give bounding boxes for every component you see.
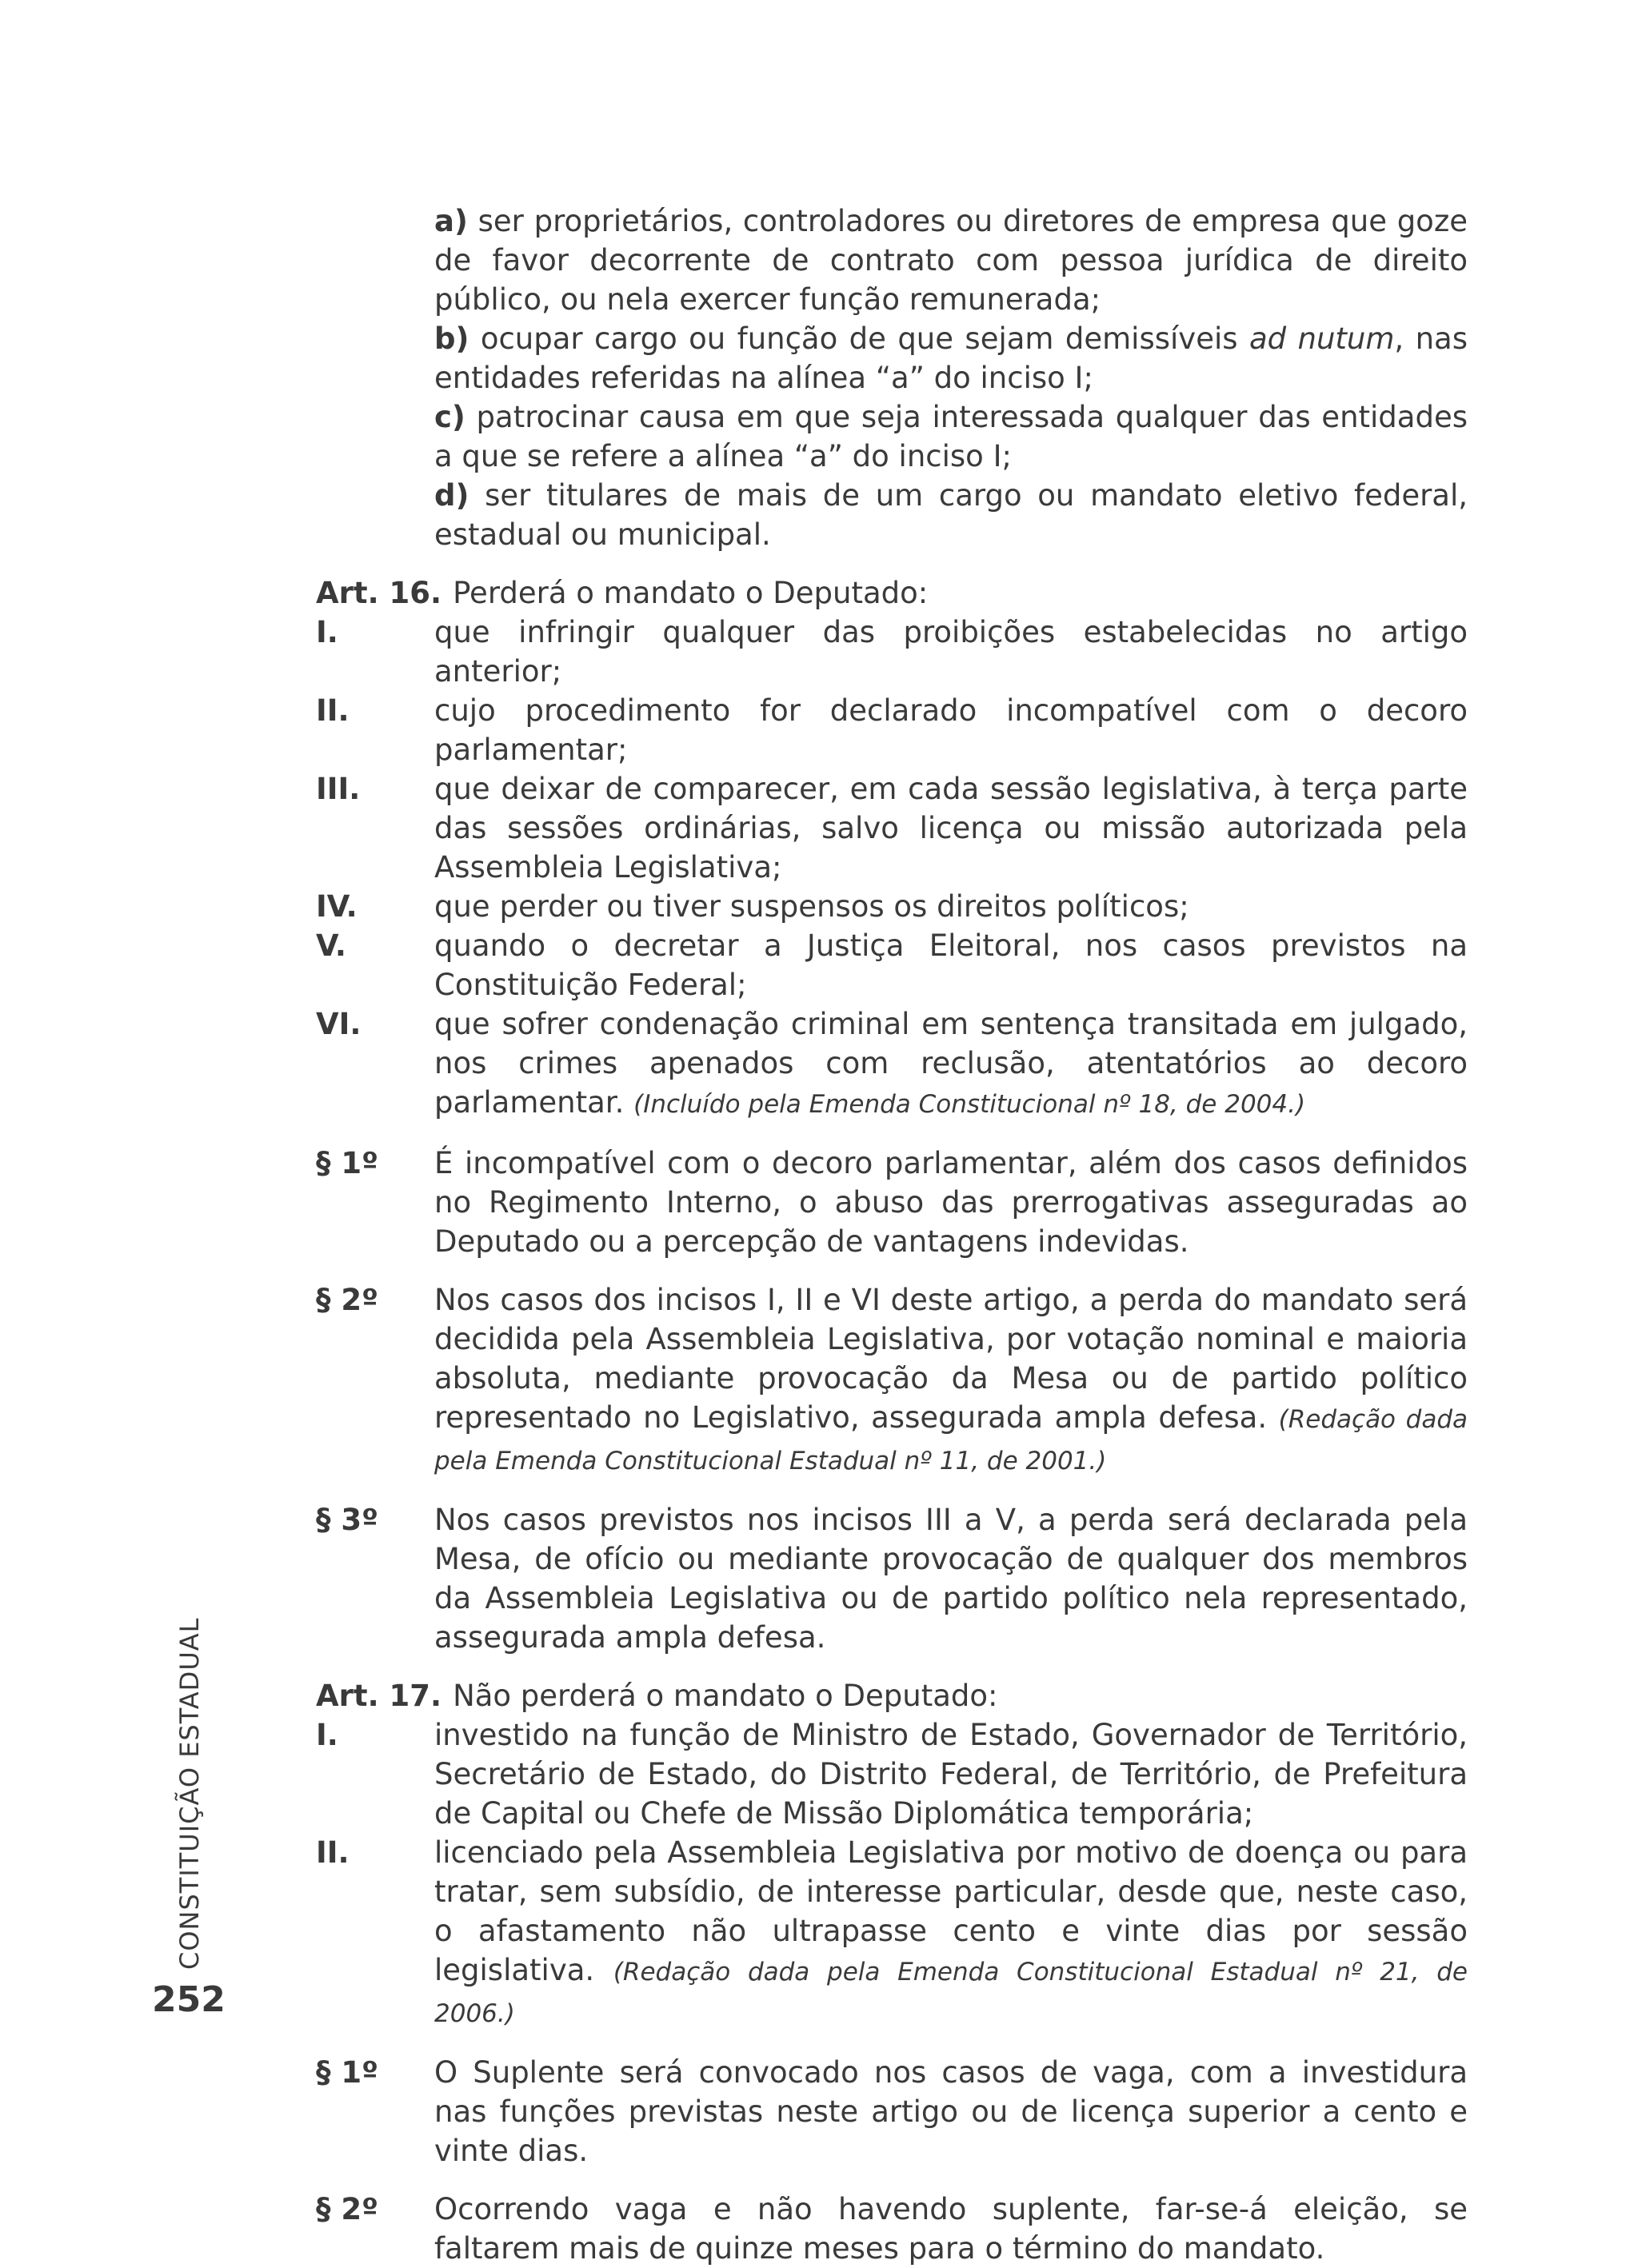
paragraph-text: Nos casos dos incisos I, II e VI deste artigo, a perda do mandato será decidida pela Assembleia Legislativa, por votação nominal e maioria absoluta, mediante provocação da Mesa ou de partido político representado no Legislativo, assegurada ampla defesa. — [434, 1283, 1468, 1435]
alinea-letter: b) — [434, 321, 469, 356]
alinea-text: patrocinar causa em que seja interessada qualquer das entidades a que se refere a alínea “a” do inciso I; — [434, 400, 1468, 473]
alinea-letter: a) — [434, 204, 468, 238]
amendment-note: (Incluído pela Emenda Constitucional nº 18, de 2004.) — [633, 1090, 1306, 1119]
paragraph-number: § 1º — [316, 2055, 378, 2090]
inciso-text: que sofrer condenação criminal em sentença transitada em julgado, nos crimes apenados com reclusão, atentatórios ao decoro parlamentar. — [434, 1007, 1468, 1120]
paragraph-number: § 2º — [316, 1283, 378, 1317]
alinea-a — [434, 202, 1468, 319]
art16-inciso-3 — [316, 769, 1468, 887]
article-label: Art. 17. — [316, 1679, 442, 1713]
inciso-text: que infringir qualquer das proibições estabelecidas no artigo anterior; — [434, 615, 1468, 689]
inciso-text: que perder ou tiver suspensos os direitos políticos; — [434, 889, 1189, 924]
inciso-text: cujo procedimento for declarado incompatível com o decoro parlamentar; — [434, 693, 1468, 767]
alinea-text: ser proprietários, controladores ou diretores de empresa que goze de favor decorrente de contrato com pessoa jurídica de direito público, ou nela exercer função remunerada; — [434, 204, 1468, 317]
paragraph-text: É incompatível com o decoro parlamentar, além dos casos definidos no Regimento Interno, o abuso das prerrogativas asseguradas ao Deputado ou a percepção de vantagens indevidas. — [434, 1146, 1468, 1259]
alinea-text-cont: , nas entidades referidas na alínea “a” do inciso I; — [434, 321, 1468, 395]
inciso-number: V. — [316, 928, 346, 963]
side-running-title: CONSTITUIÇÃO ESTADUAL — [174, 1617, 205, 1970]
art16-paragraph-3 — [316, 1500, 1468, 1657]
art16-paragraph-1 — [316, 1144, 1468, 1261]
paragraph-number: § 1º — [316, 1146, 378, 1180]
inciso-body — [434, 1004, 1468, 1124]
alinea-letter: c) — [434, 400, 465, 434]
latin-term: ad nutum — [1248, 321, 1395, 356]
alinea-b — [434, 319, 1468, 397]
inciso-number: III. — [316, 772, 361, 806]
article-17-heading — [316, 1676, 1468, 1715]
inciso-number: II. — [316, 693, 350, 728]
inciso-text: que deixar de comparecer, em cada sessão legislativa, à terça parte das sessões ordinárias, salvo licença ou missão autorizada pela Assembleia Legislativa; — [434, 772, 1468, 884]
amendment-note: (Redação dada pela Emenda Constitucional Estadual nº 11, de 2001.) — [434, 1405, 1468, 1475]
inciso-number: II. — [316, 1835, 350, 1870]
art16-inciso-2 — [316, 691, 1468, 769]
art16-paragraph-2 — [316, 1280, 1468, 1481]
inciso-body — [434, 1833, 1468, 2034]
inciso-text: licenciado pela Assembleia Legislativa por motivo de doença ou para tratar, sem subsídio, de interesse particular, desde que, neste caso, o afastamento não ultrapasse cento e vinte dias por sessão legislativa. — [434, 1835, 1468, 1987]
inciso-text: quando o decretar a Justiça Eleitoral, nos casos previstos na Constituição Federal; — [434, 928, 1468, 1002]
art17-paragraph-1 — [316, 2053, 1468, 2170]
art17-inciso-1 — [316, 1715, 1468, 1833]
art17-paragraph-2 — [316, 2190, 1468, 2268]
art16-inciso-4 — [316, 887, 1468, 926]
inciso-number: VI. — [316, 1007, 362, 1041]
inciso-text: investido na função de Ministro de Estado, Governador de Território, Secretário de Estado, do Distrito Federal, de Território, de Prefeitura de Capital ou Chefe de Missão Diplomática temporária; — [434, 1718, 1468, 1831]
article-16-heading — [316, 573, 1468, 613]
article-caput: Não perderá o mandato o Deputado: — [453, 1679, 998, 1713]
paragraph-text: Nos casos previstos nos incisos III a V, a perda será declarada pela Mesa, de ofício ou mediante provocação de qualquer dos membros da Assembleia Legislativa ou de partido político nela representado, assegurada ampla defesa. — [434, 1503, 1468, 1655]
alinea-d — [434, 476, 1468, 554]
art16-inciso-6 — [316, 1004, 1468, 1124]
alinea-text: ocupar cargo ou função de que sejam demissíveis — [480, 321, 1238, 356]
inciso-number: I. — [316, 615, 338, 649]
alinea-c — [434, 397, 1468, 476]
inciso-number: I. — [316, 1718, 338, 1752]
article-label: Art. 16. — [316, 576, 442, 610]
inciso-number: IV. — [316, 889, 358, 924]
art17-inciso-2 — [316, 1833, 1468, 2034]
paragraph-body — [434, 1280, 1468, 1481]
paragraph-number: § 2º — [316, 2192, 378, 2226]
article-caput: Perderá o mandato o Deputado: — [453, 576, 929, 610]
amendment-note: (Redação dada pela Emenda Constitucional Estadual nº 21, de 2006.) — [434, 1958, 1468, 2028]
art16-inciso-1 — [316, 613, 1468, 691]
document-body — [316, 202, 1468, 2268]
art16-inciso-5 — [316, 926, 1468, 1004]
page-number: 252 — [152, 1979, 226, 2020]
paragraph-text: O Suplente será convocado nos casos de vaga, com a investidura nas funções previstas neste artigo ou de licença superior a cento e vinte dias. — [434, 2055, 1468, 2168]
alinea-text: ser titulares de mais de um cargo ou mandato eletivo federal, estadual ou municipal. — [434, 478, 1468, 552]
paragraph-text: Ocorrendo vaga e não havendo suplente, far-se-á eleição, se faltarem mais de quinze meses para o término do mandato. — [434, 2192, 1468, 2266]
paragraph-number: § 3º — [316, 1503, 378, 1537]
alinea-letter: d) — [434, 478, 469, 513]
